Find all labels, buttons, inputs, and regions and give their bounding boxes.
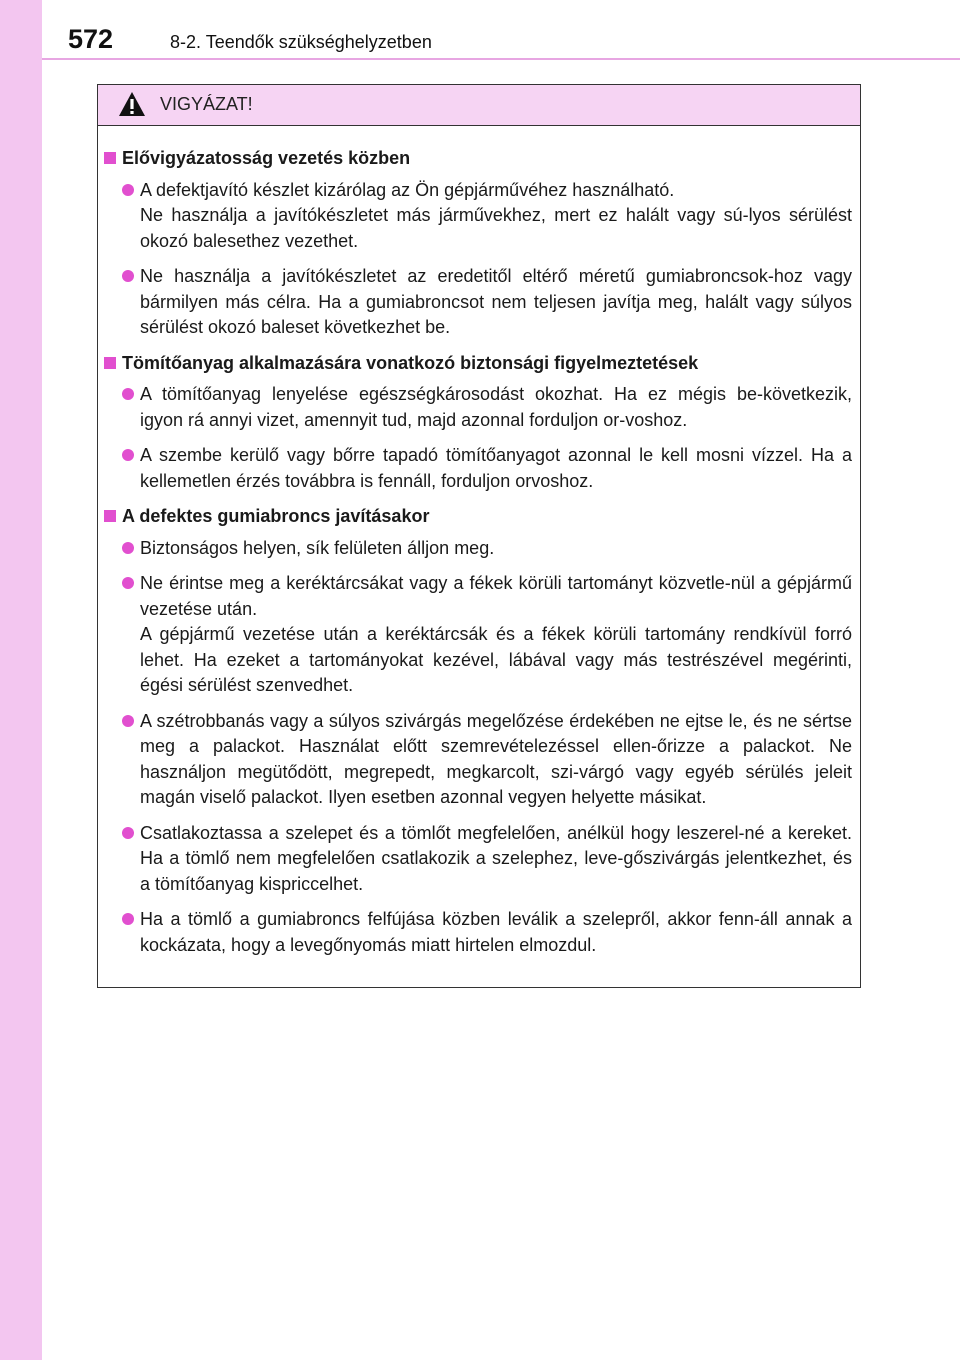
list-item <box>104 907 852 958</box>
list-item <box>104 382 852 433</box>
round-bullet-icon <box>122 827 134 839</box>
list-item <box>104 571 852 699</box>
paragraph: Ha a tömlő a gumiabroncs felfújása közben leválik a szelepről, akkor fenn-áll annak a kockázata, hogy a levegőnyomás miatt hirtelen elmozdul. <box>140 909 852 955</box>
warning-box <box>97 84 861 988</box>
round-bullet-icon <box>122 388 134 400</box>
paragraph: A szembe kerülő vagy bőrre tapadó tömítőanyagot azonnal le kell mosni vízzel. Ha a kellemetlen érzés továbbra is fennáll, forduljon orvoshoz. <box>140 445 852 491</box>
list-item <box>104 536 852 562</box>
round-bullet-icon <box>122 270 134 282</box>
section-heading-text: Tömítőanyag alkalmazására vonatkozó biztonsági figyelmeztetések <box>122 352 699 373</box>
round-bullet-icon <box>122 449 134 461</box>
square-bullet-icon <box>104 152 116 164</box>
paragraph: Biztonságos helyen, sík felületen álljon meg. <box>140 537 495 558</box>
round-bullet-icon <box>122 577 134 589</box>
section-heading <box>104 146 852 172</box>
round-bullet-icon <box>122 715 134 727</box>
paragraph: Ne használja a javítókészletet az eredetitől eltérő méretű gumiabroncsok-hoz vagy bármilyen más célra. Ha a gumiabroncsot nem teljesen javítja meg, halált vagy súlyos sérülést okozó baleset következhet be. <box>140 266 852 337</box>
section-heading <box>104 351 852 377</box>
warning-body <box>98 126 860 958</box>
paragraph: A defektjavító készlet kizárólag az Ön gépjárművéhez használható. <box>140 179 675 200</box>
paragraph: A szétrobbanás vagy a súlyos szivárgás megelőzése érdekében ne ejtse le, és ne sértse meg a palackot. Használat előtt szemrevételezéssel ellen-őrizze a palackot. Ne használjon megütődött, megrepedt, megkarcolt, szi-várgó vagy egyéb sérülés jeleit magán viselő palackot. Ilyen esetben azonnal vegyen helyette másikat. <box>140 710 852 807</box>
list-item <box>104 443 852 494</box>
list-item <box>104 821 852 898</box>
square-bullet-icon <box>104 510 116 522</box>
page-header <box>0 0 960 60</box>
list-item-text <box>140 178 852 255</box>
list-item <box>104 178 852 255</box>
paragraph: Csatlakoztassa a szelepet és a tömlőt megfelelően, anélkül hogy leszerel-né a kereket. Ha a tömlő nem megfelelően csatlakozik a szelephez, leve-gőszivárgás jelentkezhet, és a tömítőanyag kispriccelhet. <box>140 822 852 894</box>
list-item-text <box>140 536 852 562</box>
list-item-text <box>140 571 852 699</box>
paragraph: Ne érintse meg a keréktárcsákat vagy a fékek körüli tartományt közvetle-nül a gépjármű vezetése után. <box>140 573 852 619</box>
warning-triangle-icon <box>118 91 146 117</box>
list-item-text <box>140 264 852 341</box>
page-side-tab <box>0 0 42 1360</box>
paragraph: A tömítőanyag lenyelése egészségkárosodást okozhat. Ha ez mégis be-következik, igyon rá annyi vizet, amennyit tud, majd azonnal forduljon or-voshoz. <box>140 384 852 430</box>
paragraph: A gépjármű vezetése után a keréktárcsák és a fékek körüli tartomány rendkívül forró lehet. Ha ezeket a tartományokat kezével, lábával vagy más testrészével megérinti, égési sérülést szenvedhet. <box>140 624 852 695</box>
list-item-text <box>140 821 852 898</box>
warning-title: VIGYÁZAT! <box>160 94 253 114</box>
square-bullet-icon <box>104 357 116 369</box>
paragraph: Ne használja a javítókészletet más járművekhez, mert ez halált vagy sú-lyos sérülést okozó balesethez vezethet. <box>140 205 852 251</box>
header-divider <box>42 58 960 60</box>
section-title: 8-2. Teendők szükséghelyzetben <box>170 32 432 52</box>
list-item-text <box>140 443 852 494</box>
list-item-text <box>140 907 852 958</box>
section-heading-text: A defektes gumiabroncs javításakor <box>122 506 430 526</box>
list-item <box>104 709 852 811</box>
list-item <box>104 264 852 341</box>
section-heading-text: Elővigyázatosság vezetés közben <box>122 148 411 168</box>
page-number: 572 <box>68 24 114 54</box>
warning-box-header <box>98 85 860 126</box>
list-item-text <box>140 382 852 433</box>
round-bullet-icon <box>122 913 134 925</box>
round-bullet-icon <box>122 184 134 196</box>
round-bullet-icon <box>122 542 134 554</box>
section-heading <box>104 504 852 530</box>
list-item-text <box>140 709 852 811</box>
